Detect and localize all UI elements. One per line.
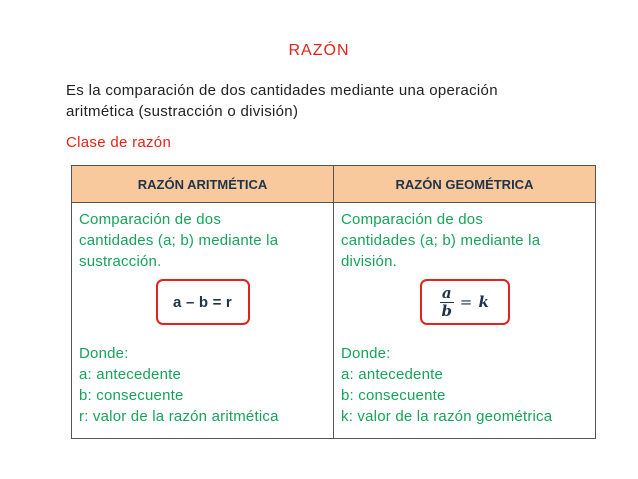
ratio-types-table — [71, 165, 596, 439]
equals-sign: = — [459, 292, 473, 311]
where-label: Donde: — [341, 345, 391, 362]
fraction-numerator: a — [441, 283, 452, 302]
arithmetic-formula-box — [156, 279, 250, 325]
cell-arithmetic — [72, 203, 334, 439]
description-line: Comparación de dos — [341, 211, 484, 228]
description-line: Comparación de dos — [79, 211, 222, 228]
intro-line: Es la comparación de dos cantidades mediante una operación — [66, 82, 498, 99]
table-row — [72, 203, 596, 439]
description-line: cantidades (a; b) mediante la — [79, 232, 279, 249]
fraction — [440, 283, 454, 320]
definition-text — [66, 80, 586, 122]
definition-item: r: valor de la razón aritmética — [79, 408, 279, 425]
definition-item: k: valor de la razón geométrica — [341, 408, 553, 425]
header-arithmetic: RAZÓN ARITMÉTICA — [72, 166, 334, 203]
definition-item: a: antecedente — [341, 366, 444, 383]
definition-item: b: consecuente — [79, 387, 184, 404]
definition-item: b: consecuente — [341, 387, 446, 404]
arithmetic-description — [79, 209, 326, 277]
arithmetic-formula: a – b = r — [173, 293, 232, 311]
definition-item: a: antecedente — [79, 366, 182, 383]
geometric-formula-box — [420, 279, 510, 325]
geometric-description — [341, 209, 588, 277]
arithmetic-definitions — [79, 343, 326, 427]
cell-geometric — [334, 203, 596, 439]
intro-line: aritmética (sustracción o división) — [66, 103, 299, 120]
where-label: Donde: — [79, 345, 129, 362]
header-geometric: RAZÓN GEOMÉTRICA — [334, 166, 596, 203]
description-line: sustracción. — [79, 253, 162, 270]
description-line: división. — [341, 253, 397, 270]
formula-result: k — [478, 292, 490, 311]
section-subtitle: Clase de razón — [66, 134, 172, 151]
table-header-row — [72, 166, 596, 203]
fraction-denominator: b — [441, 301, 453, 320]
description-line: cantidades (a; b) mediante la — [341, 232, 541, 249]
page-title: RAZÓN — [288, 42, 350, 59]
geometric-definitions — [341, 343, 588, 427]
